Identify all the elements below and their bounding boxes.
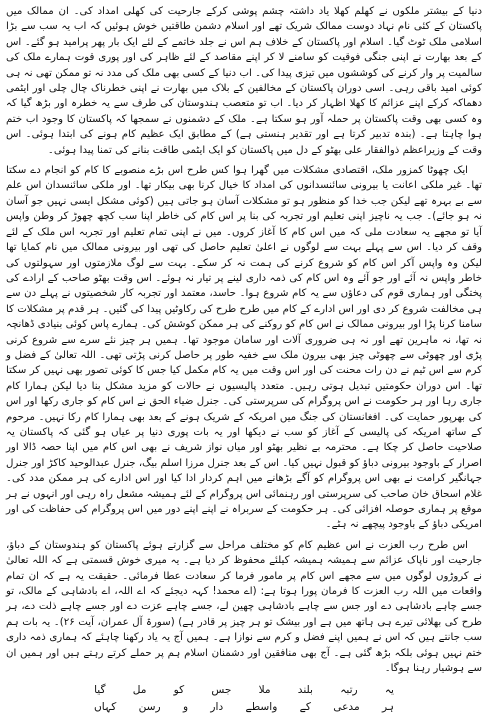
paragraph-1: دنیا کے بیشتر ملکوں نے کھلم کھلا یاد داشتہ چشم پوشی کرکے جارحیت کی کھلی امداد کی۔ ان ممالک میں پاکستان کے کئی نام نہاد دوست ممالک شریک تھے اور اسلام دشمن طاقتیں خوش ہوئیں کہ اب یہ سب سے بڑا اسلامی ملک ٹوٹ گیا۔ اسلام اور پاکستان کے خلاف ہم اس نے جلد خاتمے کے لئے ایک بار پھر پرامید ہو گئے۔ اس کے بعد بھارت نے اپنی جنگی فوقیت کو سامنے لا کر اپنے مقاصد کے لئے ظاہر کی اور پوری قوت ہمارے ملک کی سالمیت پر وار کرنے کی کوششوں میں تیزی پیدا کی۔ اب دنیا کے کسی بھی ملک کی مدد نہ تو ممکن تھی نہ ہی کوئی امید باقی رہی۔ اسی دوران پاکستان کے مخالفین کے بلاک میں بھارت نے اپنی خطرناک چال چلی اور ایٹمی دھماکہ کرکے اپنے عزائم کا کھلا اظہار کر دیا۔ اب تو متعصب ہندوستان کی طرف سے یہ خطرہ اور بڑھ گیا کہ وہ کسی بھی وقت پاکستان پر حملہ آور ہو سکتا ہے۔ ملک کے دشمنوں نے سمجھا کہ پاکستان کا وجود اب ختم ہوا چاہتا ہے۔ (بندہ تدبیر کرتا ہے اور تقدیر ہنستی ہے) کے مطابق ایک عظیم کام ہونے کی ابتدا ہوئی۔ اس وقت کے وزیراعظم ذوالفقار علی بھٹو کے دل میں پاکستان کو ایک ایٹمی طاقت بنانے کی تمنا پیدا ہوئی۔ (6, 6, 482, 156)
verse-word: مدعی (333, 701, 360, 714)
verse-word: گیا (94, 684, 106, 697)
verse-word: یہ (384, 684, 394, 697)
paragraph-2: ایک چھوٹا کمزور ملک، اقتصادی مشکلات میں گھرا ہوا کس طرح اس بڑے منصوبے کا کام کو انجام دے سکتا تھا۔ غیر ملکی اعانت یا بیرونی سائنسدانوں کی امداد کا خیال کرنا بھی بیکار تھا۔ اور ملکی سائنسدان اس علم سے بے بہرہ تھے لیکن جب خدا کو منظور ہو تو مشکلات آسان ہو جاتی ہیں (کوئی مشکل ایسی نہیں جو آسان نہ ہو جائے)۔ جب یہ ناچیز اپنی تعلیم اور تجربہ کی بنا پر اس کام کی خاطر اپنا سب کچھ چھوڑ کر وطن واپس آیا تو مجھے یہ سعادت ملی کہ میں اس کام کا آغاز کروں۔ میں نے اپنی تمام تعلیم اور تجربہ اس ملک کے لئے وقف کر دیا۔ اس سے پہلے بہت سے لوگوں نے اعلیٰ تعلیم حاصل کی تھی اور بیرونی ممالک میں نام کمایا تھا لیکن وہ واپس آکر اس کام کو شروع کرنے کی ہمت نہ کر سکے۔ بہت سے لوگ ملازمتوں اور سہولتوں کی خاطر واپس نہ آئے اور جو آئے وہ اس کام کی ذمہ داری لینے پر تیار نہ ہوئے۔ اس وقت بھٹو صاحب کے ارادے کی پختگی اور ہماری قوم کی دعاؤں سے یہ کام شروع ہوا۔ حاسد، معتمد اور تجربہ کار شخصیتوں نے پہلے دن سے ہی مخالفت شروع کر دی اور اس ادارے کے کام میں طرح طرح کی رکاوٹیں پیدا کی گئیں۔ ہر قدم پر مشکلات کا سامنا کرنا پڑا اور بیرونی ممالک نے اس کام کو روکنے کی ہر ممکن کوشش کی۔ ہمارے پاس کوئی بنیادی ڈھانچہ نہ تھا، نہ ماہرین تھے اور نہ ہی ضروری آلات اور سامان موجود تھا۔ ہمیں ہر چیز نئے سرے سے شروع کرنی پڑی اور چھوٹی سے چھوٹی چیز بھی بیرون ملک سے خفیہ طور پر حاصل کرنی پڑتی تھی۔ اللہ تعالیٰ کے فضل و کرم سے اس ٹیم نے دن رات محنت کی اور اس وقت میں یہ کام مکمل کیا جس کا کوئی تصور بھی نہیں کر سکتا تھا۔ اس دوران حکومتیں تبدیل ہوتی رہیں۔ متعدد پالیسیوں نے حالات کو مزید مشکل بنا دیا لیکن ہمارا کام جاری رہا اور ہر حکومت نے اس پروگرام کی سرپرستی کی۔ جنرل ضیاء الحق نے اس کام کو جاری رکھا اور اس کی بھرپور حمایت کی۔ افغانستان کی جنگ میں امریکہ کے شریک ہونے کے بعد بھی ہمارا کام رکا نہیں۔ مرحوم کے ساتھ امریکہ کی پالیسی کے آغاز کو سب نے دیکھا اور یہ بات پوری دنیا پر عیاں ہو گئی کہ پاکستان یہ صلاحیت حاصل کر چکا ہے۔ محترمہ بے نظیر بھٹو اور میاں نواز شریف نے بھی اس کام میں اپنا حصہ ڈالا اور اصرار کے باوجود بیرونی دباؤ کو قبول نہیں کیا۔ اس کے بعد جنرل مرزا اسلم بیگ، جنرل عبدالوحید کاکڑ اور جنرل جہانگیر کرامت نے بھی اس پروگرام کو آگے بڑھانے میں اہم کردار ادا کیا اور اس ادارے کی ہر ممکن مدد کی۔ غلام اسحاق خان صاحب کی سرپرستی اور رہنمائی اس پروگرام کے لئے ہمیشہ مشعل راہ رہی اور انہوں نے ہر موقع پر ہماری حوصلہ افزائی کی۔ ہر حکومت کے سربراہ نے اپنے اپنے دور میں اس پروگرام کی حفاظت کی اور امریکی دباؤ کے باوجود پیچھے نہ ہٹے۔ (6, 165, 482, 531)
verse-word: مل (132, 684, 147, 697)
paragraph-3: اس طرح رب العزت نے اس عظیم کام کو مختلف مراحل سے گزارتے ہوئے پاکستان کو ہندوستان کے دباؤ، جارحیت اور ناپاک عزائم سے ہمیشہ ہمیشہ کیلئے محفوظ کر دیا ہے۔ یہ میری خوش قسمتی ہے کہ اللہ تعالیٰ نے کروڑوں لوگوں میں سے مجھے اس کام پر مامور فرما کر سعادت عطا فرمائی۔ حقیقت یہ ہے کہ ان تمام واقعات میں اللہ رب العزت کا فرمان پورا ہوتا ہے: (اے محمد! کہہ دیجئے کہ اے اللہ، اے بادشاہی کے مالک، تو جسے چاہے بادشاہی دے اور جس سے چاہے بادشاہی چھین لے، جسے چاہے عزت دے اور جسے چاہے ذلت دے، ہر طرح کی بھلائی تیرے ہی ہاتھ میں ہے اور بیشک تو ہر چیز پر قادر ہے) (سورۃ آل عمران، آیت ۲۶)۔ یہ بات ہم سب جانتے ہیں کہ اس نے ہمیں اپنے فضل و کرم سے نوازا ہے۔ ہمیں آج یہ یاد رکھنا چاہئے کہ ہماری ذمہ داری ختم نہیں ہوئی بلکہ بڑھ گئی ہے۔ آج بھی منافقین اور دشمنان اسلام ہم پر حملے کرتے رہتے ہیں اور ہمیں ان سے ہوشیار رہنا ہوگا۔ (6, 539, 482, 675)
couplet-line-2 (94, 699, 394, 716)
verse-word: بلند (297, 684, 313, 697)
verse-word: کہاں (94, 701, 117, 714)
verse-word: واسطے (245, 701, 278, 714)
verse-word: دار (210, 701, 224, 714)
verse-word: جس (211, 684, 232, 697)
verse-word: ملا (258, 684, 271, 697)
verse-word: رسن (138, 701, 161, 714)
verse-word: کے (299, 701, 311, 714)
verse-word: کو (173, 684, 185, 697)
verse-word: رتبہ (340, 684, 358, 697)
couplet-line-1 (94, 682, 394, 699)
verse-word: و (182, 701, 189, 714)
couplet (6, 682, 482, 716)
verse-word: ہر (381, 701, 394, 714)
